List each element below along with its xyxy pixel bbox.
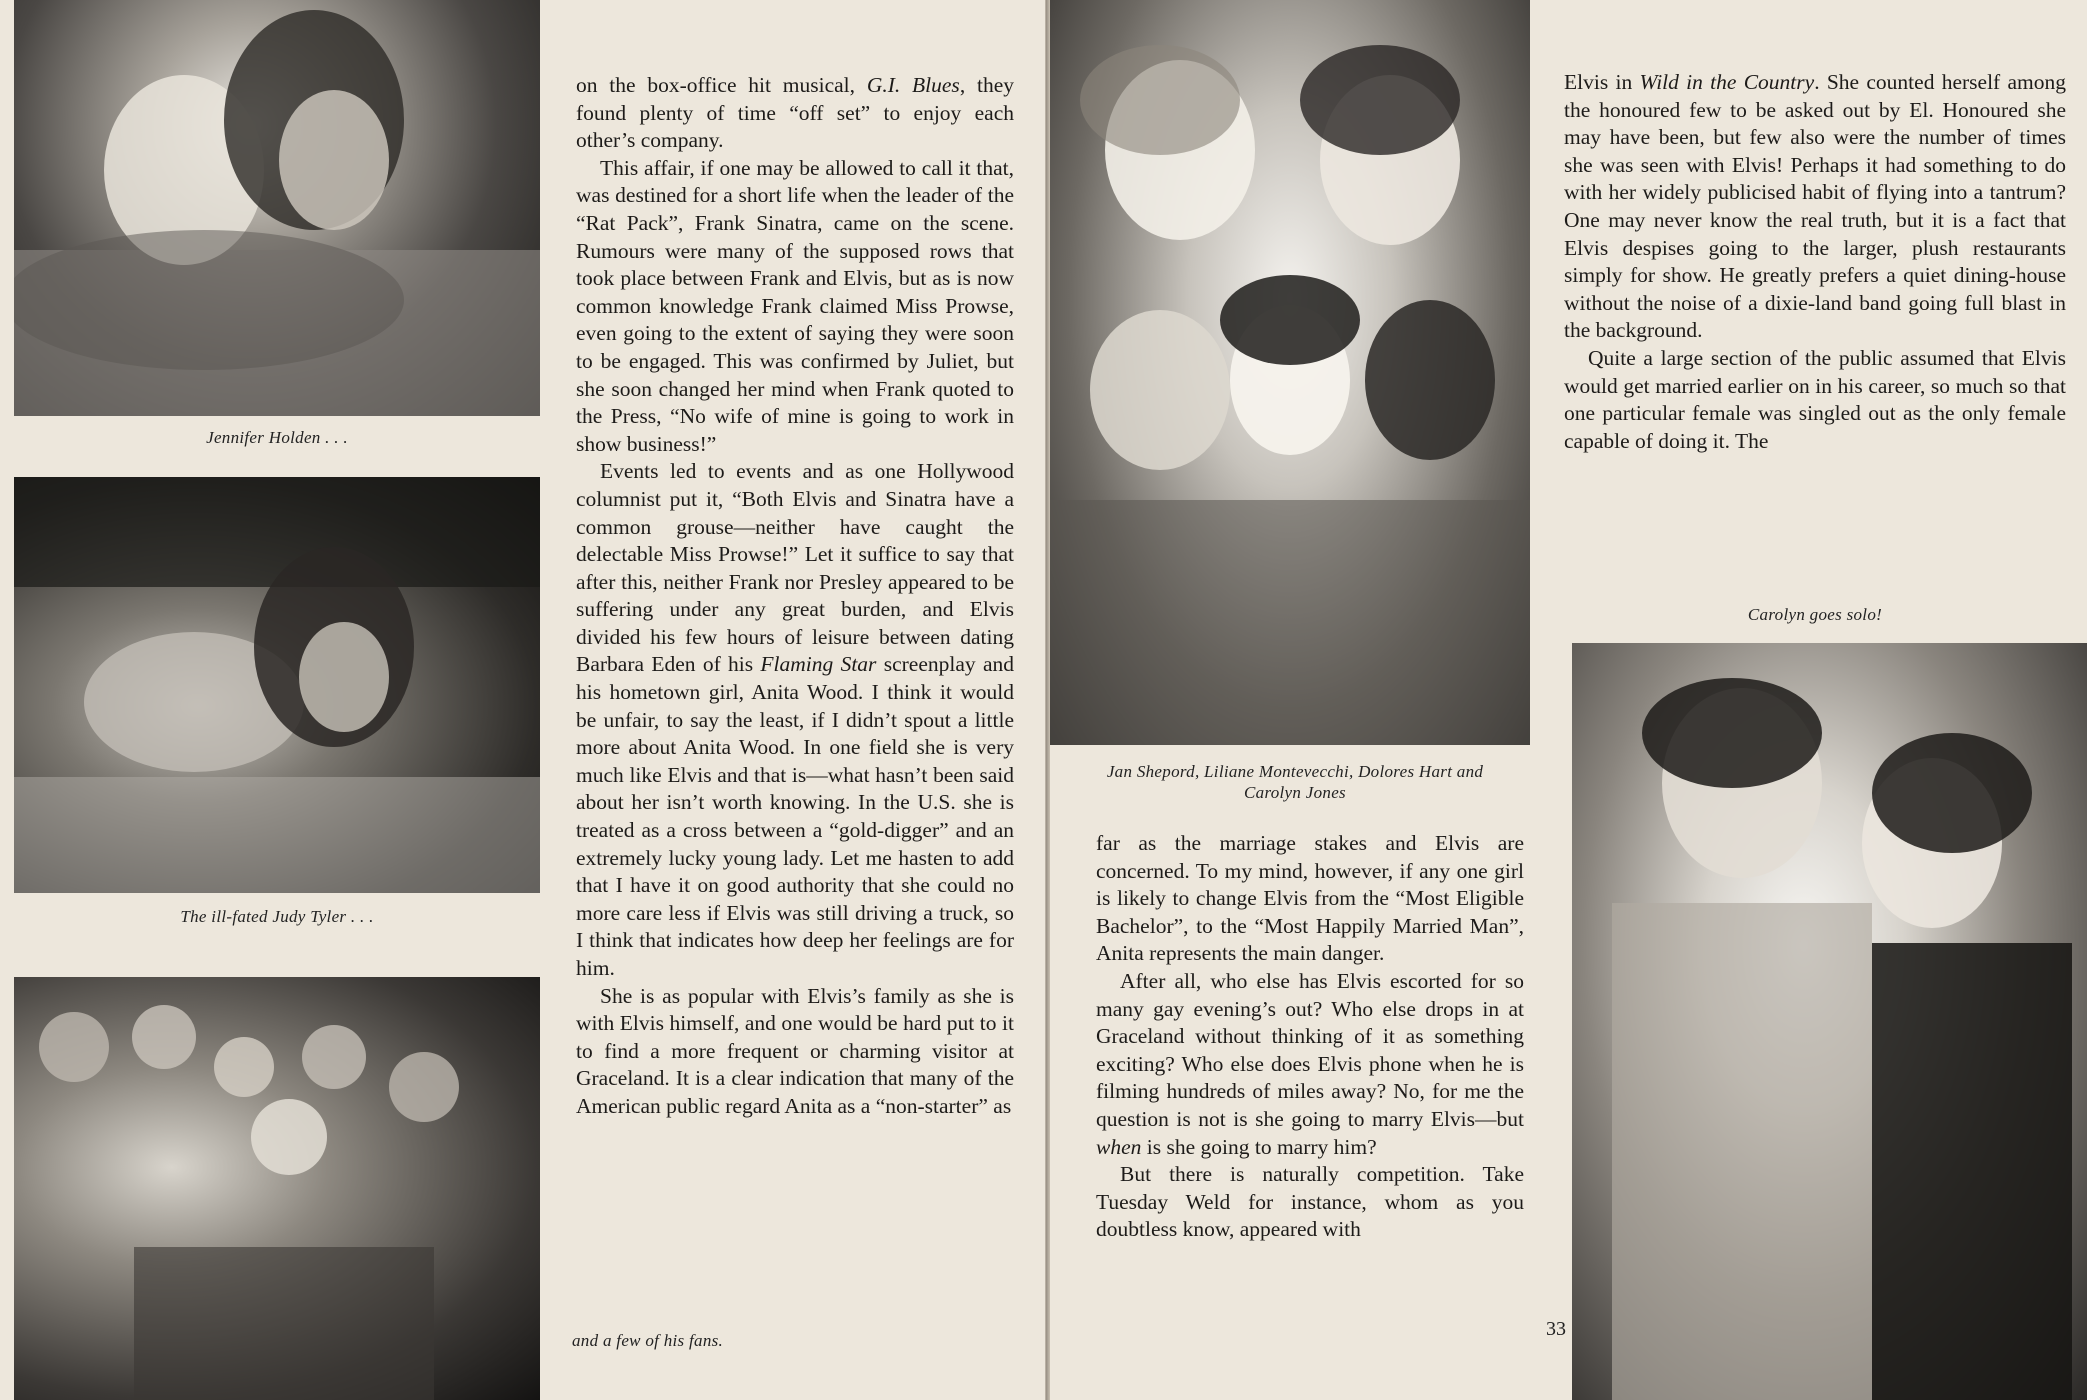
caption-fans: and a few of his fans.: [572, 1331, 724, 1350]
right-paragraph-1: Elvis in Wild in the Country. She counted herself among the honoured few to be asked out by El. Honoured she may have been, but few also were the number of times she was seen with Elvis! Perhaps it had something to do with her widely publicised habit of flying into a tantrum? One may never know the real truth, but it is a fact that Elvis despises going to the larger, plush restaurants simply for show. He greatly prefers a quiet dining-house without the noise of a dixie-land band going full blast in the background.: [1564, 70, 2067, 343]
photo-carolyn-kiss: [1572, 643, 2087, 1400]
left-paragraph-1: on the box-office hit musical, G.I. Blues, they found plenty of time “off set” to enjoy each other’s company.: [576, 73, 1014, 153]
caption-jennifer-holden: Jennifer Holden . . .: [206, 428, 348, 447]
photo-fans: [14, 977, 540, 1400]
film-title-gi-blues: G.I. Blues: [866, 73, 960, 97]
left-paragraph-4: She is as popular with Elvis’s family as she is with Elvis himself, and one would be hard put to it to find a more frequent or charming visitor at Graceland. It is a clear indication that many of the American public regard Anita as a “non-starter” as: [576, 983, 1014, 1118]
right-page: [1050, 0, 2087, 1400]
middle-paragraph-3: But there is naturally competition. Take Tuesday Weld for instance, whom as you doubtless know, appeared with: [1096, 1162, 1524, 1242]
caption-group: Jan Shepord, Liliane Montevecchi, Dolores Hart and Carolyn Jones: [1106, 762, 1484, 802]
left-paragraph-3: Events led to events and as one Hollywood columnist put it, “Both Elvis and Sinatra have a common grouse—neither have caught the delectable Miss Prowse!” Let it suffice to say that after this, neither Frank nor Presley appeared to be suffering under any great burden, and Elvis divided his few hours of leisure between dating Barbara Eden of his Flaming Star screenplay and his hometown girl, Anita Wood. I think it would be unfair, to say the least, if I didn’t spout a little more about Anita Wood. In one field she is very much like Elvis and that is—what hasn’t been said about her isn’t worth knowing. In the U.S. she is treated as a cross between a “gold-digger” and an extremely lucky young lady. Let me hasten to add that I have it on good authority that she could no more care less if Elvis was still driving a truck, so I think that indicates how deep her feelings are for him.: [576, 459, 1014, 980]
caption-carolyn: Carolyn goes solo!: [1747, 605, 1883, 624]
caption-judy-tyler: The ill-fated Judy Tyler . . .: [180, 907, 374, 926]
photo-jennifer-holden: [14, 0, 540, 416]
photo-group-kiss: [1050, 0, 1530, 745]
left-text-column: [576, 72, 1014, 1121]
middle-paragraph-2: After all, who else has Elvis escorted for so many gay evening’s out? Who else drops in at Graceland without thinking of it as something exciting? Who else does Elvis phone when he is filming hundreds of miles away? No, for me the question is not is she going to marry Elvis—but when is she going to marry him?: [1096, 968, 1524, 1159]
middle-paragraph-1: far as the marriage stakes and Elvis are concerned. To my mind, however, if any one girl is likely to change Elvis from the “Most Eligible Bachelor”, to the “Most Happily Married Man”, Anita represents the main danger.: [1096, 831, 1524, 966]
right-text-column: [1564, 69, 2066, 455]
right-paragraph-2: Quite a large section of the public assumed that Elvis would get married earlier on in his career, so much so that one particular female was singled out as the only female capable of doing it. The: [1564, 345, 2066, 453]
page-number: 33: [1546, 1318, 1566, 1340]
left-paragraph-2: This affair, if one may be allowed to call it that, was destined for a short life when the leader of the “Rat Pack”, Frank Sinatra, came on the scene. Rumours were many of the supposed rows that took place between Frank and Elvis, but as is now common knowledge Frank claimed Miss Prowse, even going to the extent of saying they were soon to be engaged. This was confirmed by Juliet, but she soon changed her mind when Frank quoted to the Press, “No wife of mine is going to work in show business!”: [576, 155, 1014, 456]
middle-text-column: [1096, 830, 1524, 1244]
photo-judy-tyler: [14, 477, 540, 893]
